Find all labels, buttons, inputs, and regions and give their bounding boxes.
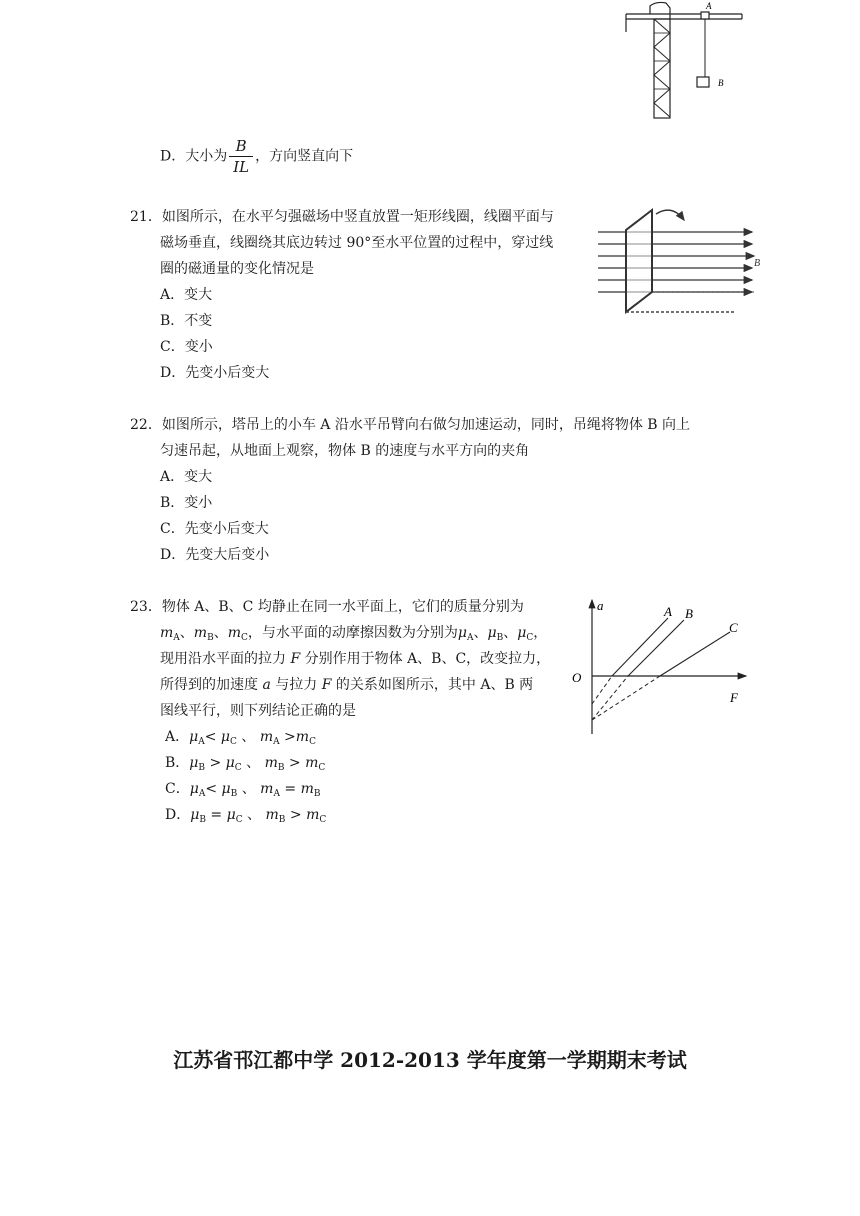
q22-option-a: A．变大 [160, 469, 213, 485]
exam-title: 江苏省邗江都中学 2012-2013 学年度第一学期期末考试 [173, 1048, 687, 1072]
graph-label-f-axis: F [730, 690, 738, 705]
q21-option-d: D．先变小后变大 [160, 365, 270, 381]
q21-option-c: C．变小 [160, 339, 213, 355]
q21-line-3: 圈的磁通量的变化情况是 [160, 261, 314, 277]
graph-line-b-dashed [592, 676, 628, 720]
q22-line-2: 匀速吊起，从地面上观察，物体 B 的速度与水平方向的夹角 [160, 443, 530, 459]
crane-label-a: A [706, 1, 712, 11]
fraction-denominator: IL [233, 158, 250, 176]
crane-figure [620, 0, 750, 122]
fraction-b-over-il [229, 136, 253, 177]
q20-d-prefix: 大小为 [185, 148, 228, 165]
q22-option-d: D．先变大后变小 [160, 547, 270, 563]
crane-label-b: B [718, 78, 724, 88]
graph-line-a-dashed [592, 676, 612, 704]
q23-line-4: 所得到的加速度 a 与拉力 F 的关系如图所示，其中 A、B 两 [160, 677, 534, 693]
q23-line-2: $m_A$、$m_B$、$m_C$，与水平面的动摩擦因数为分别为$\mu_A$、$\mu_B$、$\mu_C$， [160, 625, 548, 643]
q21-option-a: A．变大 [160, 287, 213, 303]
graph-label-origin: O [572, 670, 582, 685]
q23-option-c: C．$\mu_A< \mu_B$ 、 $m_A = m_B$ [165, 781, 321, 799]
q22-line-1: 22．如图所示，塔吊上的小车 A 沿水平吊臂向右做匀加速运动，同时，吊绳将物体 B 向上 [130, 417, 691, 433]
graph-label-a-axis: a [597, 598, 604, 613]
graph-line-a [612, 618, 668, 676]
q21-option-b: B．不变 [160, 313, 213, 329]
q20-option-d [160, 136, 353, 177]
q20-d-label: D． [160, 148, 186, 165]
graph-label-line-a: A [664, 604, 672, 619]
q21-line-1: 21．如图所示，在水平匀强磁场中竖直放置一矩形线圈，线圈平面与 [130, 209, 554, 225]
q23-line-3: 现用沿水平面的拉力 F 分别作用于物体 A、B、C，改变拉力， [160, 651, 551, 667]
q23-option-d: D．$\mu_B = \mu_C$ 、 $m_B > m_C$ [165, 807, 327, 825]
coil-field-figure [596, 206, 764, 320]
q22-option-b: B．变小 [160, 495, 213, 511]
graph-line-c [660, 632, 730, 676]
acceleration-force-graph [568, 594, 752, 736]
graph-label-line-b: B [685, 606, 693, 621]
q23-option-b: B．$\mu_B > \mu_C$ 、 $m_B > m_C$ [165, 755, 326, 773]
q20-d-suffix: ，方向竖直向下 [255, 148, 354, 165]
q22-option-c: C．先变小后变大 [160, 521, 269, 537]
field-label-b: B [754, 258, 761, 269]
graph-line-c-dashed [592, 676, 660, 720]
q21-line-2: 磁场垂直，线圈绕其底边转过 90°至水平位置的过程中，穿过线 [160, 235, 554, 251]
q23-line-5: 图线平行，则下列结论正确的是 [160, 703, 356, 719]
q23-line-1: 23．物体 A、B、C 均静止在同一水平面上，它们的质量分别为 [130, 599, 524, 615]
q23-option-a: A．$\mu_A< \mu_C$ 、 $m_A >m_C$ [165, 729, 316, 747]
fraction-numerator: B [229, 136, 253, 157]
graph-label-line-c: C [729, 620, 738, 635]
graph-line-b [628, 620, 684, 676]
